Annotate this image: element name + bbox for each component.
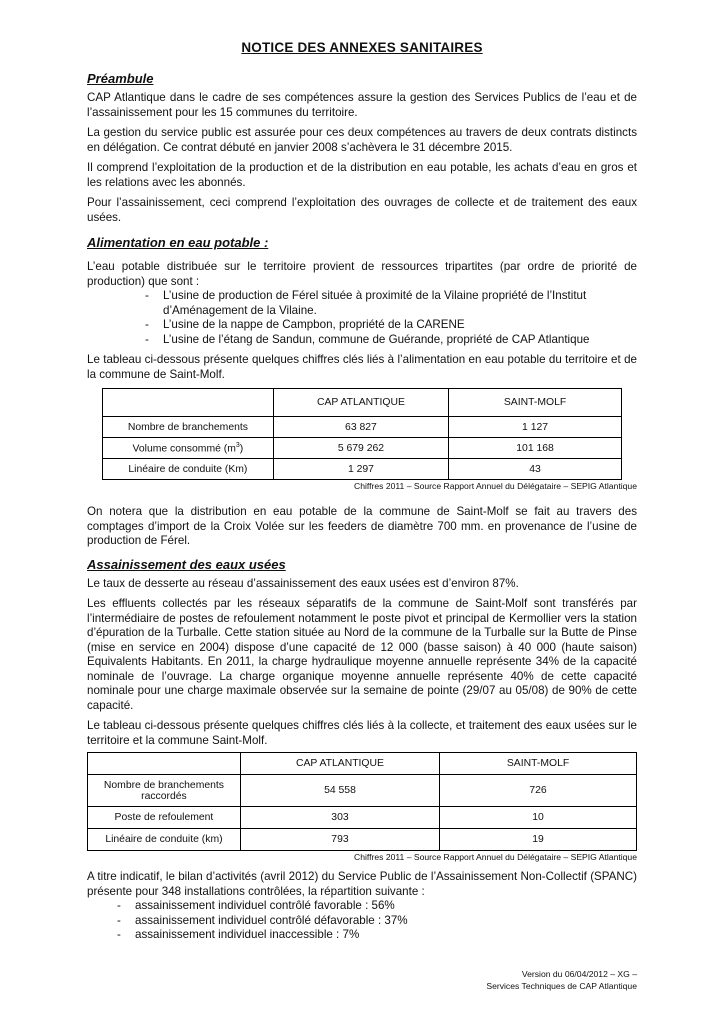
paragraph: L’eau potable distribuée sur le territoire provient de ressources tripartites (par ordre de priorité de production) que sont :: [87, 260, 637, 288]
table-cell: 1 297: [273, 459, 448, 480]
paragraph: Les effluents collectés par les réseaux séparatifs de la commune de Saint-Molf sont transférés par l’intermédiaire de postes de refoulement notamment le poste pivot et principal de Kermollier vers la station d’épuration de la Turballe. Cette station située au Nord de la commune de la Turballe sur la Butte de Pinse (mise en service en 2004) dispose d’une capacité de 12 000 (basse saison) à 40 000 (haute saison) Equivalents Habitants. En 2011, la charge hydraulique moyenne annuelle représente 34% de la capacité nominale de l’ouvrage. La charge organique moyenne annuelle représente 40% de cette capacité nominale pour une charge maximale observée sur la semaine de pointe (29/07 au 05/08) de 90% de cette capacité.: [87, 597, 637, 712]
paragraph: CAP Atlantique dans le cadre de ses compétences assure la gestion des Services Publics de l’eau et de l’assainissement pour les 15 communes du territoire.: [87, 91, 637, 119]
page-title: NOTICE DES ANNEXES SANITAIRES: [241, 40, 483, 55]
section-heading-alimentation: Alimentation en eau potable :: [87, 235, 269, 250]
table-header-empty: [103, 389, 274, 417]
table-header: CAP ATLANTIQUE: [273, 389, 448, 417]
table-caption: Chiffres 2011 – Source Rapport Annuel du Délégataire – SEPIG Atlantique: [354, 481, 637, 491]
list-item: - assainissement individuel inaccessible : 7%: [117, 928, 637, 943]
paragraph: Le tableau ci-dessous présente quelques chiffres clés liés à l’alimentation en eau potable du territoire et de la commune de Saint-Molf.: [87, 353, 637, 381]
section-heading-preambule: Préambule: [87, 71, 154, 86]
table-row: [103, 438, 622, 459]
list-item: - L’usine de la nappe de Campbon, propriété de la CARENE: [145, 318, 637, 333]
document-page: [87, 40, 637, 949]
table-row: [103, 417, 622, 438]
paragraph: Il comprend l’exploitation de la production et de la distribution en eau potable, les achats d’eau en gros et les relations avec les abonnés.: [87, 161, 637, 189]
footer-service: Services Techniques de CAP Atlantique: [486, 981, 637, 991]
page-footer: [486, 968, 637, 992]
table-cell: 63 827: [273, 417, 448, 438]
table-cell: 19: [440, 829, 637, 851]
table-cell: 1 127: [449, 417, 622, 438]
table-cell: 726: [440, 775, 637, 807]
table-cell: 303: [240, 807, 439, 829]
section-heading-assainissement: Assainissement des eaux usées: [87, 556, 286, 572]
paragraph: A titre indicatif, le bilan d’activités (avril 2012) du Service Public de l’Assainissement Non-Collectif (SPANC) présente pour 348 installations contrôlées, la répartition suivante :: [87, 870, 637, 898]
water-supply-table: [102, 388, 622, 480]
table-header: SAINT-MOLF: [440, 753, 637, 775]
list-item: - L’usine de production de Férel située à proximité de la Vilaine propriété de l’Institut d’Aménagement de la Vilaine.: [145, 289, 637, 318]
paragraph: La gestion du service public est assurée pour ces deux compétences au travers de deux contrats distincts en délégation. Ce contrat débuté en janvier 2008 s’achèvera le 31 décembre 2015.: [87, 126, 637, 154]
table-cell: 54 558: [240, 775, 439, 807]
table-cell-label: Nombre de branchements: [103, 417, 274, 438]
table-row: [88, 829, 637, 851]
paragraph: Pour l’assainissement, ceci comprend l’exploitation des ouvrages de collecte et de traitement des eaux usées.: [87, 196, 637, 224]
list-item: - L’usine de l’étang de Sandun, commune de Guérande, propriété de CAP Atlantique: [145, 333, 637, 348]
table-cell-label: Poste de refoulement: [88, 807, 241, 829]
table-row: [88, 775, 637, 807]
table-cell-label: Linéaire de conduite (km): [88, 829, 241, 851]
table-row: [103, 459, 622, 480]
paragraph: Le taux de desserte au réseau d’assainissement des eaux usées est d’environ 87%.: [87, 576, 519, 590]
table-cell: 101 168: [449, 438, 622, 459]
footer-version: Version du 06/04/2012 – XG –: [521, 969, 637, 979]
table-cell: 793: [240, 829, 439, 851]
table-cell: 5 679 262: [273, 438, 448, 459]
table-caption: Chiffres 2011 – Source Rapport Annuel du Délégataire – SEPIG Atlantique: [354, 852, 637, 862]
paragraph: On notera que la distribution en eau potable de la commune de Saint-Molf se fait au travers des comptages d’import de la Croix Volée sur les feeders de diamètre 700 mm. en provenance de l’usine de production de Férel.: [87, 505, 637, 547]
table-cell-label: Nombre de branchements raccordés: [88, 775, 241, 807]
table-cell-label: Linéaire de conduite (Km): [103, 459, 274, 480]
table-header: SAINT-MOLF: [449, 389, 622, 417]
resource-list: [87, 289, 637, 347]
table-row: [88, 807, 637, 829]
spanc-list: [87, 899, 637, 943]
table-header: CAP ATLANTIQUE: [240, 753, 439, 775]
list-item: - assainissement individuel contrôlé défavorable : 37%: [117, 914, 637, 929]
table-cell-label: Volume consommé $(m^3)$: [103, 438, 274, 459]
list-item: - assainissement individuel contrôlé favorable : 56%: [117, 899, 637, 914]
paragraph: Le tableau ci-dessous présente quelques chiffres clés liés à la collecte, et traitement des eaux usées sur le territoire et la commune Saint-Molf.: [87, 719, 637, 747]
table-cell: 43: [449, 459, 622, 480]
table-cell: 10: [440, 807, 637, 829]
table-header-empty: [88, 753, 241, 775]
wastewater-table: [87, 752, 637, 851]
